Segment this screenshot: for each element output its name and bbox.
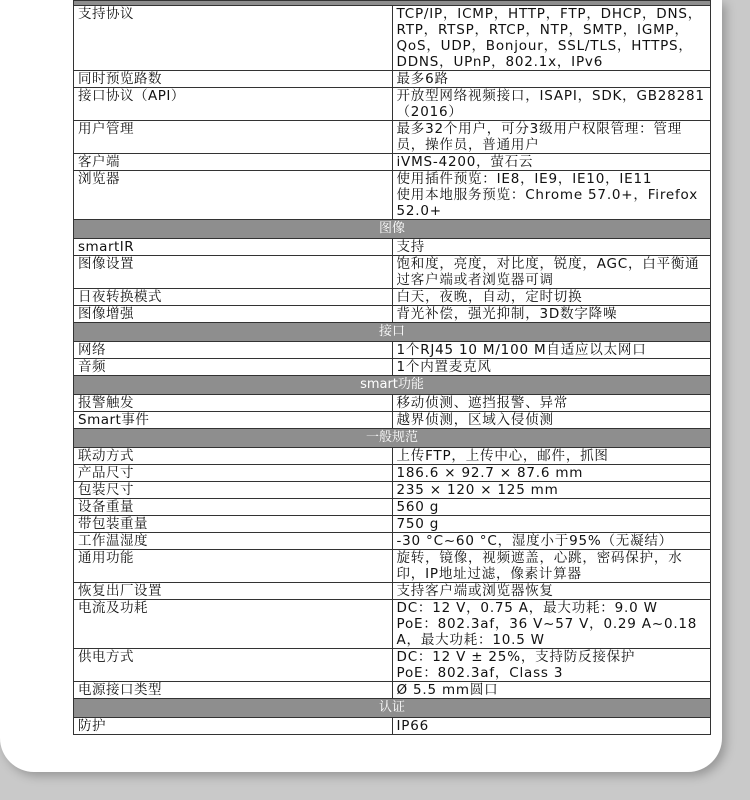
spec-key: 客户端 <box>74 154 393 171</box>
spec-row <box>74 6 711 71</box>
spec-value-line: iVMS-4200，萤石云 <box>396 154 534 170</box>
spec-key: 日夜转换模式 <box>74 289 393 306</box>
spec-key: 电源接口类型 <box>74 682 393 699</box>
spec-row <box>74 359 711 376</box>
spec-row <box>74 718 711 735</box>
spec-value-line: 饱和度，亮度，对比度，锐度，AGC，白平衡通过客户端或者浏览器可调 <box>396 256 700 288</box>
spec-row <box>74 465 711 482</box>
spec-row <box>74 583 711 600</box>
spec-row <box>74 342 711 359</box>
spec-value <box>392 583 711 600</box>
spec-key: 通用功能 <box>74 550 393 583</box>
section-header-label: 一般规范 <box>74 429 711 448</box>
section-header-label: 图像 <box>74 220 711 239</box>
spec-value <box>392 154 711 171</box>
spec-row <box>74 649 711 682</box>
spec-row <box>74 600 711 649</box>
spec-value <box>392 550 711 583</box>
spec-row <box>74 395 711 412</box>
spec-value <box>392 600 711 649</box>
section-header-cert <box>74 699 711 718</box>
spec-row <box>74 154 711 171</box>
spec-key: smartIR <box>74 239 393 256</box>
spec-value-line: TCP/IP，ICMP，HTTP，FTP，DHCP，DNS，RTP，RTSP，RTCP，NTP，SMTP，IGMP，QoS，UDP，Bonjour，SSL/TLS，HTTPS，DDNS，UPnP，802.1x，IPv6 <box>396 6 703 70</box>
spec-value <box>392 499 711 516</box>
spec-row <box>74 682 711 699</box>
spec-row <box>74 256 711 289</box>
spec-value-line: -30 °C~60 °C，湿度小于95%（无凝结） <box>396 533 673 549</box>
spec-value-line: 移动侦测、遮挡报警、异常 <box>396 395 569 411</box>
spec-value <box>392 718 711 735</box>
spec-key: Smart事件 <box>74 412 393 429</box>
spec-value <box>392 533 711 550</box>
spec-row <box>74 516 711 533</box>
section-header-interface <box>74 323 711 342</box>
spec-key: 恢复出厂设置 <box>74 583 393 600</box>
spec-key: 产品尺寸 <box>74 465 393 482</box>
spec-row <box>74 448 711 465</box>
spec-value-line: 背光补偿，强光抑制，3D数字降噪 <box>396 306 618 322</box>
spec-key: 带包装重量 <box>74 516 393 533</box>
spec-key: 同时预览路数 <box>74 71 393 88</box>
spec-value <box>392 395 711 412</box>
spec-value-line: 上传FTP，上传中心，邮件，抓图 <box>396 448 609 464</box>
spec-value <box>392 6 711 71</box>
spec-value <box>392 239 711 256</box>
spec-row <box>74 306 711 323</box>
spec-value <box>392 649 711 682</box>
spec-key: 图像设置 <box>74 256 393 289</box>
spec-value-line: Ø 5.5 mm圆口 <box>396 682 499 698</box>
spec-value-line: 750 g <box>396 516 440 532</box>
spec-key: 用户管理 <box>74 121 393 154</box>
spec-key: 工作温湿度 <box>74 533 393 550</box>
spec-value <box>392 121 711 154</box>
spec-row <box>74 88 711 121</box>
spec-value-line: DC：12 V ± 25%，支持防反接保护 <box>396 649 636 665</box>
spec-value-line: 使用插件预览：IE8，IE9，IE10，IE11 <box>396 171 653 187</box>
spec-key: 报警触发 <box>74 395 393 412</box>
spec-row <box>74 412 711 429</box>
spec-row <box>74 499 711 516</box>
spec-key: 支持协议 <box>74 6 393 71</box>
spec-value <box>392 448 711 465</box>
spec-value-line: 560 g <box>396 499 440 515</box>
spec-row <box>74 550 711 583</box>
spec-value <box>392 516 711 533</box>
spec-value-line: IP66 <box>396 718 430 734</box>
spec-key: 浏览器 <box>74 171 393 220</box>
section-header-general <box>74 429 711 448</box>
spec-value-line: 越界侦测，区域入侵侦测 <box>396 412 554 428</box>
spec-row <box>74 239 711 256</box>
spec-value-line: 1个内置麦克风 <box>396 359 492 375</box>
spec-value-line: 最多6路 <box>396 71 449 87</box>
spec-key: 防护 <box>74 718 393 735</box>
spec-key: 联动方式 <box>74 448 393 465</box>
spec-key: 电流及功耗 <box>74 600 393 649</box>
spec-row <box>74 289 711 306</box>
spec-value <box>392 412 711 429</box>
spec-value-line: PoE：802.3af，Class 3 <box>396 665 564 681</box>
spec-value-line: 白天，夜晚，自动，定时切换 <box>396 289 583 305</box>
spec-value <box>392 465 711 482</box>
spec-value-line: 最多32个用户，可分3级用户权限管理：管理员，操作员，普通用户 <box>396 121 683 153</box>
spec-value <box>392 256 711 289</box>
spec-key: 图像增强 <box>74 306 393 323</box>
spec-key: 网络 <box>74 342 393 359</box>
section-header-image <box>74 220 711 239</box>
spec-row <box>74 121 711 154</box>
spec-value <box>392 482 711 499</box>
spec-key: 接口协议（API） <box>74 88 393 121</box>
spec-row <box>74 171 711 220</box>
spec-key: 音频 <box>74 359 393 376</box>
spec-value-line: 开放型网络视频接口，ISAPI，SDK，GB28281（2016） <box>396 88 705 120</box>
spec-value-line: 支持客户端或浏览器恢复 <box>396 583 554 599</box>
section-header-smart <box>74 376 711 395</box>
spec-key: 设备重量 <box>74 499 393 516</box>
spec-key: 供电方式 <box>74 649 393 682</box>
spec-value <box>392 88 711 121</box>
spec-value-line: DC：12 V，0.75 A，最大功耗：9.0 W <box>396 600 658 616</box>
spec-row <box>74 71 711 88</box>
spec-value <box>392 359 711 376</box>
spec-value-line: 186.6 × 92.7 × 87.6 mm <box>396 465 584 481</box>
spec-table <box>73 0 711 735</box>
spec-row <box>74 533 711 550</box>
spec-row <box>74 482 711 499</box>
spec-value <box>392 342 711 359</box>
spec-value-line: 1个RJ45 10 M/100 M自适应以太网口 <box>396 342 647 358</box>
spec-value-line: 235 × 120 × 125 mm <box>396 482 559 498</box>
spec-value-line: 支持 <box>396 239 426 255</box>
spec-value-line: 旋转，镜像，视频遮盖，心跳，密码保护，水印，IP地址过滤，像素计算器 <box>396 550 683 582</box>
spec-key: 包装尺寸 <box>74 482 393 499</box>
spec-value <box>392 289 711 306</box>
spec-value <box>392 171 711 220</box>
spec-value <box>392 71 711 88</box>
spec-value-line: PoE：802.3af，36 V~57 V，0.29 A~0.18 A，最大功耗：10.5 W <box>396 616 698 648</box>
spec-value-line: 使用本地服务预览：Chrome 57.0+，Firefox 52.0+ <box>396 187 698 219</box>
section-header-label: smart功能 <box>74 376 711 395</box>
section-header-label: 认证 <box>74 699 711 718</box>
spec-value <box>392 682 711 699</box>
section-header-label: 接口 <box>74 323 711 342</box>
spec-value <box>392 306 711 323</box>
